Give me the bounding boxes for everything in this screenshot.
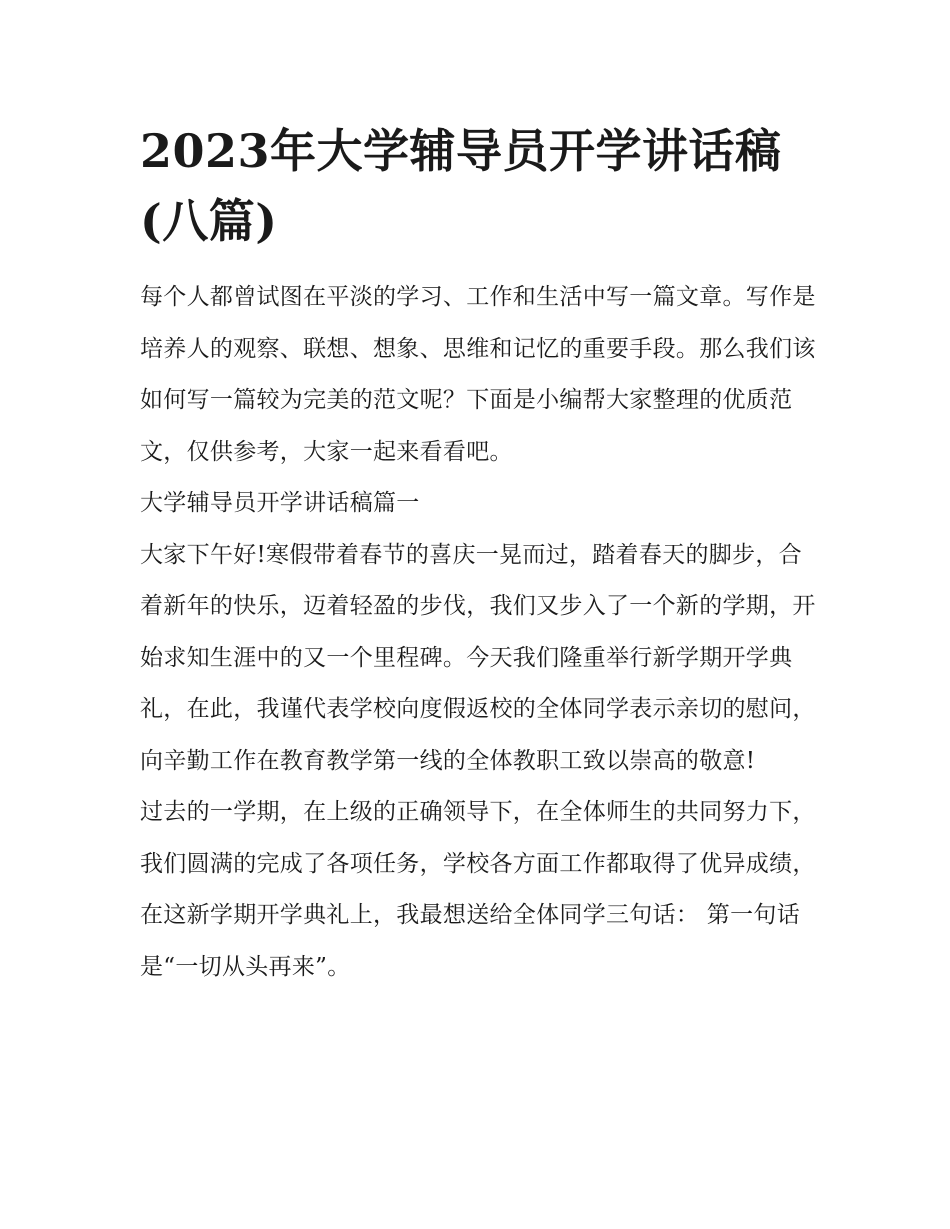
document-title: 2023年大学辅导员开学讲话稿(八篇) [140,124,782,248]
document-body [140,272,820,993]
section-heading: 大学辅导员开学讲话稿篇一 [140,490,420,516]
three-sentences-paragraph: 在这新学期开学典礼上，我最想送给全体同学三句话： 第一句话是“一切从头再来”。 [140,902,801,980]
document-page [140,116,820,993]
review-paragraph: 过去的一学期，在上级的正确领导下，在全体师生的共同努力下，我们圆满的完成了各项任务，学校各方面工作都取得了优异成绩， [140,799,816,877]
intro-paragraph: 每个人都曾试图在平淡的学习、工作和生活中写一篇文章。写作是培养人的观察、联想、想象、思维和记忆的重要手段。那么我们该如何写一篇较为完美的范文呢？下面是小编帮大家整理的优质范文，仅供参考，大家一起来看看吧。 [140,284,816,465]
greeting-paragraph: 大家下午好!寒假带着春节的喜庆一晃而过，踏着春天的脚步，合着新年的快乐，迈着轻盈的步伐，我们又步入了一个新的学期，开始求知生涯中的又一个里程碑。今天我们隆重举行新学期开学典礼，在此，我谨代表学校向度假返校的全体同学表示亲切的慰问，向辛勤工作在教育教学第一线的全体教职工致以崇高的敬意! [140,541,816,774]
